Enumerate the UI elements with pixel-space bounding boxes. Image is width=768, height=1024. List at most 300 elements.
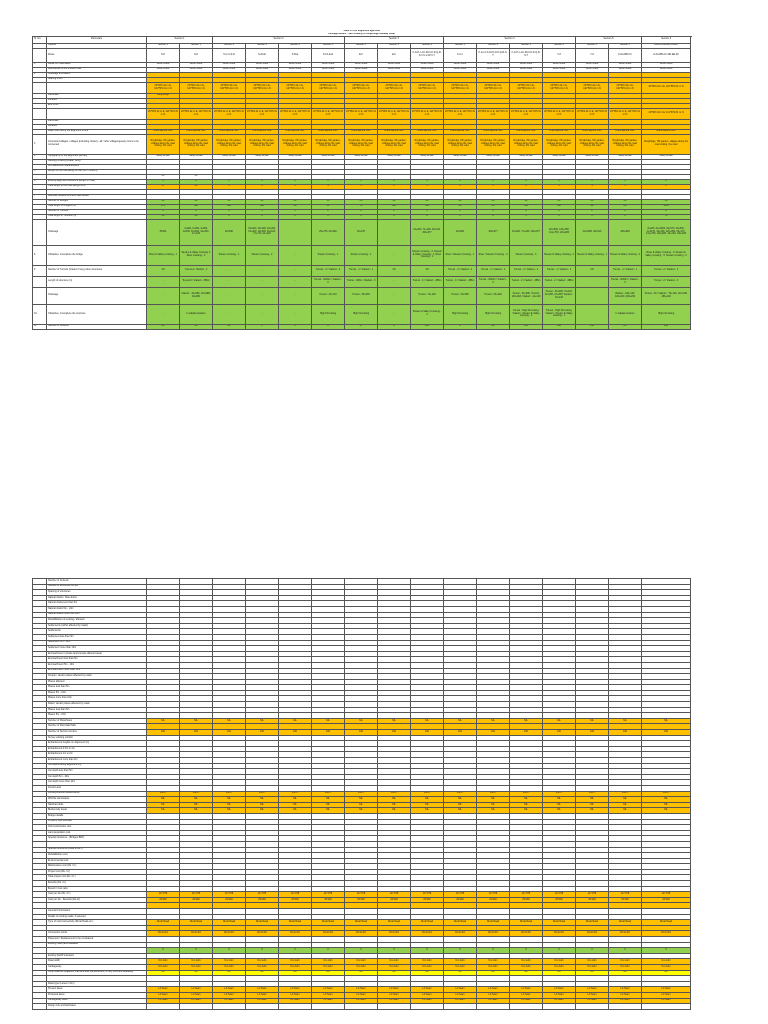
- table-cell: LA Team: [510, 987, 543, 993]
- table-cell: Tunnel - 2 / Viaduct - 2: [444, 265, 477, 276]
- table-cell: Green Field: [609, 62, 642, 67]
- table-cell: 100: [213, 730, 246, 736]
- table-cell: LA Team: [378, 998, 411, 1004]
- table-cell: 1: [246, 209, 279, 214]
- table-cell: NO: [444, 970, 477, 976]
- table-cell: 100: [477, 730, 510, 736]
- row-label: Places more than 10m: [47, 696, 147, 702]
- table-cell: 142 H: [345, 791, 378, 797]
- row-label: Encroachment / private land (temple affected area): [47, 651, 147, 657]
- row-label: Maintenance cost (Rs. Cr.): [47, 864, 147, 870]
- table-cell: 142 H: [477, 791, 510, 797]
- row-label: Present lanes: [47, 987, 147, 993]
- table-cell: Ringbridge, Hill garden, villages along the road cutting, the road: [279, 134, 312, 154]
- table-cell: Rd to Rd: [246, 931, 279, 937]
- table-cell: 0: [609, 214, 642, 219]
- table-cell: NO: [576, 970, 609, 976]
- table-cell: NO: [411, 970, 444, 976]
- table-cell: 20°58'0.42 m E, 110°58'0.41 m N: [279, 82, 312, 93]
- row-label: Existing NLRP indicated: [47, 953, 147, 959]
- table-cell: LA Team: [312, 987, 345, 993]
- table-cell: Z-AA-BB-CC: [609, 48, 642, 62]
- table-cell: LA Team: [279, 987, 312, 993]
- table-cell: 0: [642, 179, 691, 184]
- table-cell: Green Field: [642, 67, 691, 72]
- table-cell: Ringbridge, Hill garden, villages along the road cutting, the road: [609, 134, 642, 154]
- table-cell: 20+3000, 28+510: [576, 219, 609, 245]
- table-cell: Ringbridge, Hill garden, villages along the road cutting, the road: [642, 134, 691, 154]
- table-cell: [246, 1004, 279, 1010]
- row-number: 2: [33, 72, 47, 77]
- table-cell: LA Team: [444, 987, 477, 993]
- table-row: [33, 108, 691, 119]
- table-cell: NIL: [213, 797, 246, 803]
- row-label: Pavement / Replacement to be considered: [47, 937, 147, 943]
- table-cell: 310: [543, 204, 576, 209]
- table-cell: LA Team: [345, 992, 378, 998]
- row-label: Road / stream places affected by roads: [47, 702, 147, 708]
- table-cell: Green Field: [576, 67, 609, 72]
- table-cell: NIL: [180, 802, 213, 808]
- table-cell: 0: [444, 179, 477, 184]
- table-cell: LA Team: [543, 987, 576, 993]
- table-cell: 60: [411, 199, 444, 204]
- table-cell: -: [279, 287, 312, 304]
- row-number: [33, 287, 47, 304]
- table-cell: 142 H: [642, 791, 691, 797]
- table-cell: 142 H: [213, 791, 246, 797]
- row-label: Cut depths along alignment (m): [47, 763, 147, 769]
- table-cell: LA Team: [609, 992, 642, 998]
- row-label: Road type (Lanes in Km): [47, 981, 147, 987]
- table-cell: NIL: [378, 797, 411, 803]
- table-cell: 260: [543, 324, 576, 329]
- table-cell: 0: [609, 179, 642, 184]
- table-cell: Tunnel - High hill cutting; Viaduct - Stream & Valley crossing - 1: [543, 304, 576, 324]
- row-label: Rehabilitation of existing / affected: [47, 618, 147, 624]
- table-cell: Steep terrain: [147, 154, 180, 159]
- table-cell: 2: [180, 209, 213, 214]
- table-cell: NIL: [510, 802, 543, 808]
- table-cell: 0: [279, 179, 312, 184]
- row-label: Type of road connectivity (Rural Road etc.): [47, 920, 147, 926]
- table-row: [33, 219, 691, 245]
- table-cell: Section 6: [609, 43, 642, 48]
- table-cell: Green Field: [213, 62, 246, 67]
- table-cell: 117.878: [312, 892, 345, 898]
- table-cell: NO: [213, 970, 246, 976]
- row-label: Embankment 0.5m to 1m: [47, 746, 147, 752]
- table-cell: 29+370: [345, 219, 378, 245]
- table-cell: 0: [411, 948, 444, 954]
- table-cell: -: [378, 287, 411, 304]
- table-cell: Y-Z: [543, 48, 576, 62]
- table-row: [33, 82, 691, 93]
- table-cell: 9 to 12m: [510, 959, 543, 965]
- row-label: Major town along the alignment of line: [47, 129, 147, 134]
- table-cell: River / Stream Crossing - 3: [477, 245, 510, 265]
- table-cell: 117.878: [411, 892, 444, 898]
- table-cell: Stream & Valley crossing - 1: [576, 245, 609, 265]
- table-cell: 0: [543, 948, 576, 954]
- table-cell: -: [213, 304, 246, 324]
- table-cell: Rural Road: [642, 920, 691, 926]
- table-cell: LA Team: [477, 987, 510, 993]
- row-label: Benefit / Cost ratio: [47, 886, 147, 892]
- table-cell: Section 5: [510, 43, 543, 48]
- table-cell: High hill cutting: [345, 304, 378, 324]
- table-cell: NIL: [378, 802, 411, 808]
- table-cell: Section 3: [312, 43, 345, 48]
- table-cell: Viaduct - 120+120, 140+040, 200+200: [609, 287, 642, 304]
- table-cell: Green Field: [213, 67, 246, 72]
- table-cell: Rural Road: [213, 920, 246, 926]
- table-cell: Steep terrain: [180, 154, 213, 159]
- table-cell: Green Field: [543, 67, 576, 72]
- table-cell: 2: [378, 209, 411, 214]
- table-cell: Steep terrain: [213, 154, 246, 159]
- table-cell: NIL: [642, 808, 691, 814]
- row-label: Obstacles, incomplete the structure: [47, 304, 147, 324]
- row-label: Chainage: [47, 219, 147, 245]
- table-cell: -: [279, 245, 312, 265]
- table-cell: Tunnel - 2 / Viaduct - 3: [642, 276, 691, 287]
- table-cell: Tunnel-2 / Viaduct - 2: [180, 265, 213, 276]
- table-cell: 2: [609, 209, 642, 214]
- table-cell: 142 H: [246, 791, 279, 797]
- table-cell: Steep terrain: [411, 154, 444, 159]
- table-cell: 60: [312, 204, 345, 209]
- table-cell: Nil: [576, 265, 609, 276]
- table-cell: NIL: [576, 808, 609, 814]
- table-cell: Stream crossing - 1: [213, 245, 246, 265]
- table-row: [33, 324, 691, 329]
- table-cell: Green Field: [279, 62, 312, 67]
- table-cell: 300: [213, 204, 246, 209]
- table-cell: 20°58'0.42 m E, 110°58'0.41 m N: [312, 82, 345, 93]
- table-cell: F-G-H-I-J-K-M-N-O-P-Q-R-S-T-U-V-W-X-Y: [411, 48, 444, 62]
- table-cell: -: [246, 287, 279, 304]
- row-label: Number of Parachutes: [47, 718, 147, 724]
- row-label: Special structures (Road & BRT): [47, 847, 147, 853]
- table-cell: 9 to 12m: [576, 959, 609, 965]
- table-cell: Green Field: [147, 67, 180, 72]
- table-cell: Rd to Rd: [147, 931, 180, 937]
- table-cell: 2: [510, 209, 543, 214]
- row-label: Civil construction cost: [47, 825, 147, 831]
- row-label: Total length of the road (length Km): [47, 184, 147, 189]
- row-label: Number of Service Centres: [47, 730, 147, 736]
- table-cell: Brahmaputra river: [147, 129, 180, 134]
- row-label: Proposed lanes: [47, 992, 147, 998]
- table-cell: 2: [345, 209, 378, 214]
- table-cell: NIL: [147, 808, 180, 814]
- table-cell: NO: [279, 970, 312, 976]
- table-cell: 0: [213, 209, 246, 214]
- table-cell: 9 to 12m: [213, 964, 246, 970]
- row-label: Embankment heights on alignment (m): [47, 741, 147, 747]
- row-number: [33, 1004, 47, 1010]
- table-cell: 4: [213, 184, 246, 189]
- table-cell: NIL: [609, 802, 642, 808]
- row-number: 6: [33, 179, 47, 184]
- row-label: [47, 108, 147, 119]
- table-cell: 142 H: [411, 791, 444, 797]
- table-cell: Ringbridge, Hill garden, villages along the road cutting, the road: [147, 134, 180, 154]
- table-cell: Rural Road: [312, 920, 345, 926]
- table-cell: NO: [609, 970, 642, 976]
- row-label: Total project cost (Rs. Cr.): [47, 875, 147, 881]
- table-cell: 0: [180, 948, 213, 954]
- table-cell: LA Team: [642, 992, 691, 998]
- sheet-subtitle: Package details - Site Grading of Ringbridge Railway Road: [328, 33, 395, 36]
- row-label: Encroachment more than 10m: [47, 668, 147, 674]
- table-row: [33, 245, 691, 265]
- table-cell: 9 to 12m: [279, 959, 312, 965]
- table-cell: 4: [576, 184, 609, 189]
- table-cell: Section 3: [345, 43, 378, 48]
- table-cell: Green Field: [444, 67, 477, 72]
- table-cell: 23.902: [642, 897, 691, 903]
- table-cell: 20°58'0.42 m E, 111°53'0.31 m N: [444, 108, 477, 119]
- table-cell: 9 to 12m: [444, 964, 477, 970]
- table-cell: NIL: [411, 797, 444, 803]
- table-cell: 20°58'0.42 m E, 110°58'0.41 m N: [444, 82, 477, 93]
- row-label: Natural drains more than 10m: [47, 612, 147, 618]
- table-cell: Rd to Rd: [279, 931, 312, 937]
- table-cell: LA Team: [444, 992, 477, 998]
- table-cell: 142 H: [279, 791, 312, 797]
- table-cell: 0: [444, 948, 477, 954]
- table-cell: Rural Road: [378, 920, 411, 926]
- table-cell: 0: [279, 324, 312, 329]
- table-cell: Stream crossing - 2; Stream & Valley crossing - 1; River crossing - 1: [411, 245, 444, 265]
- table-cell: Tunnel - High hill cutting; Viaduct - Stream & Valley crossing - 1: [510, 304, 543, 324]
- table-cell: Rd to Rd: [642, 931, 691, 937]
- table-cell: NIL: [543, 718, 576, 724]
- table-cell: Stream crossing - 2: [246, 245, 279, 265]
- table-cell: River & Valley crossing - 1: [147, 245, 180, 265]
- table-cell: NIL: [642, 802, 691, 808]
- table-cell: 100: [147, 730, 180, 736]
- table-cell: NIL: [180, 718, 213, 724]
- table-cell: 60: [345, 199, 378, 204]
- table-cell: [345, 1004, 378, 1010]
- table-cell: 0: [543, 214, 576, 219]
- table-cell: Tunnel - 72+120: [411, 287, 444, 304]
- table-cell: 23.902: [510, 897, 543, 903]
- row-label: Number of Parochial Halls: [47, 724, 147, 730]
- table-cell: LA Team: [213, 992, 246, 998]
- row-number: 5: [33, 169, 47, 174]
- table-cell: -: [246, 265, 279, 276]
- row-number: 7: [33, 194, 47, 199]
- table-cell: 117.878: [642, 892, 691, 898]
- table-cell: In saltaks location: [180, 304, 213, 324]
- table-cell: 1: [477, 209, 510, 214]
- col-header-particulars: Particulars: [47, 37, 147, 44]
- table-cell: 9 to 12m: [180, 964, 213, 970]
- table-cell: NO: [147, 970, 180, 976]
- table-cell: 20°58'0.42 m E, 110°58'0.41 m N: [543, 82, 576, 93]
- table-cell: 3+020, 3+090, 3+200, 0+800, 10+600, 12+000, 17+120: [180, 219, 213, 245]
- row-label: Cost per km (Rs. Cr.): [47, 892, 147, 898]
- table-cell: Ringbridge: [147, 93, 180, 98]
- table-cell: LA Team: [312, 992, 345, 998]
- table-cell: 0: [477, 948, 510, 954]
- table-cell: [642, 1004, 691, 1010]
- table-cell: LA Team: [411, 992, 444, 998]
- table-cell: LA Team: [180, 987, 213, 993]
- table-cell: River / Stream Crossing - 1: [444, 245, 477, 265]
- table-cell: 23.902: [609, 897, 642, 903]
- row-label: Route: [47, 48, 147, 62]
- table-cell: NIL: [312, 802, 345, 808]
- row-label: [47, 82, 147, 93]
- row-label: Biodiversity areas: [47, 808, 147, 814]
- table-cell: LA Team: [279, 998, 312, 1004]
- table-cell: 4: [312, 184, 345, 189]
- table-cell: [477, 1004, 510, 1010]
- table-cell: NIL: [312, 808, 345, 814]
- table-cell: Section 5: [543, 43, 576, 48]
- table-cell: 100: [444, 730, 477, 736]
- table-cell: 0: [543, 209, 576, 214]
- table-cell: Green Field: [279, 67, 312, 72]
- table-cell: 117.878: [378, 892, 411, 898]
- table-cell: Ringbridge, Hill garden, villages along the road cutting, the road: [411, 134, 444, 154]
- table-cell: NO: [642, 970, 691, 976]
- table-cell: 9 to 12m: [312, 964, 345, 970]
- table-cell: Tunnel - 180m / Viaduct - 0: [345, 276, 378, 287]
- table-cell: 0: [411, 214, 444, 219]
- table-cell: 142 H: [312, 791, 345, 797]
- table-cell: Rd to Rd: [378, 931, 411, 937]
- table-cell: NIL: [147, 718, 180, 724]
- table-cell: Tunnel - 1 / Viaduct - 1: [477, 265, 510, 276]
- table-cell: 30: [213, 199, 246, 204]
- table-cell: 0: [246, 179, 279, 184]
- table-cell: 4: [444, 324, 477, 329]
- table-cell: Rural Road: [609, 920, 642, 926]
- table-cell: Steep terrain: [378, 154, 411, 159]
- table-cell: 20: [444, 199, 477, 204]
- table-cell: Steep terrain: [543, 154, 576, 159]
- table-cell: Green Field: [477, 62, 510, 67]
- table-cell: LA Team: [246, 987, 279, 993]
- table-cell: Steep terrain: [312, 154, 345, 159]
- table-cell: [378, 1004, 411, 1010]
- table-cell: 20°58'0.42 m E, 111°53'0.31 m N: [543, 108, 576, 119]
- table-cell: 20°58'0.42 m E, 110°58'0.41 m N: [246, 82, 279, 93]
- table-cell: 20+530: [213, 219, 246, 245]
- table-cell: 0: [312, 179, 345, 184]
- table-cell: 23.902: [246, 897, 279, 903]
- table-cell: High hill cutting: [477, 304, 510, 324]
- table-row: [33, 276, 691, 287]
- table-cell: Green Field: [543, 62, 576, 67]
- table-cell: NIL: [510, 718, 543, 724]
- row-label: Existing road parts available: [47, 942, 147, 948]
- table-cell: NO: [312, 970, 345, 976]
- table-cell: Green Field: [378, 62, 411, 67]
- table-cell: 9 to 12m: [345, 959, 378, 965]
- table-cell: 9 to 12m: [312, 959, 345, 965]
- table-cell: 20°58'0.42 m E, 110°58'0.41 m N: [411, 82, 444, 93]
- table-cell: NIL: [378, 808, 411, 814]
- table-cell: Steep terrain: [444, 154, 477, 159]
- table-cell: 20°58'0.42 m E, 111°53'0.31 m N: [642, 108, 691, 119]
- row-label: Natural drains less than 5m: [47, 601, 147, 607]
- table-cell: 111: [576, 324, 609, 329]
- row-label: Places less than 5m: [47, 707, 147, 713]
- table-cell: [576, 1004, 609, 1010]
- table-cell: 260: [642, 324, 691, 329]
- table-cell: 00: [576, 204, 609, 209]
- row-label: Number of structures on line: [47, 584, 147, 590]
- table-cell: Tunnel - 2040m / Viaduct - 0: [609, 276, 642, 287]
- table-cell: S-B-E: [279, 48, 312, 62]
- table-cell: Brahmaputra river: [378, 129, 411, 134]
- table-cell: 10+200, 71+200, 29+012, 150+977: [411, 219, 444, 245]
- table-cell: 20°58'0.42 m E, 111°53'0.31 m N: [576, 108, 609, 119]
- table-cell: 117.878: [609, 892, 642, 898]
- col-header-section: Section 3: [345, 37, 444, 44]
- sheet-title: Table 3-6 for alignment approval: [343, 30, 380, 33]
- table-cell: 20°58'0.42 m E, 110°58'0.41 m N: [345, 82, 378, 93]
- table-cell: NIL: [642, 718, 691, 724]
- table-cell: 9 to 12m: [543, 964, 576, 970]
- table-cell: 142 H: [444, 791, 477, 797]
- table-cell: 74: [642, 214, 691, 219]
- table-cell: 4: [246, 184, 279, 189]
- table-cell: 20°58'0.42 m E, 110°58'0.41 m N: [576, 82, 609, 93]
- table-cell: 117.878: [444, 892, 477, 898]
- table-cell: Nil: [378, 265, 411, 276]
- row-label: Existing alignment existence (length of road): [47, 179, 147, 184]
- table-cell: 100: [312, 730, 345, 736]
- table-cell: F-G-H-I-J-K-M-N-O-P-Q-R-S-T: [510, 48, 543, 62]
- table-cell: 20°58'0.42 m E, 110°58'0.41 m N: [147, 82, 180, 93]
- table-cell: NIL: [510, 808, 543, 814]
- table-cell: Green Field: [345, 67, 378, 72]
- row-label: Places affected: [47, 679, 147, 685]
- table-cell: 0: [543, 179, 576, 184]
- table-cell: 9 to 12m: [609, 964, 642, 970]
- table-cell: Steep terrain: [279, 154, 312, 159]
- row-number: [33, 219, 47, 245]
- table-cell: Green Field: [147, 62, 180, 67]
- row-label: Number of Culverts: [47, 579, 147, 585]
- table-cell: Green Field: [576, 62, 609, 67]
- row-label: Forest/protected area/reserve: [47, 791, 147, 797]
- table-cell: 0: [213, 214, 246, 219]
- table-cell: 0: [312, 948, 345, 954]
- row-label: Settlement more than 10m: [47, 646, 147, 652]
- table-row: [33, 48, 691, 62]
- table-cell: LA Team: [345, 987, 378, 993]
- table-cell: NIL: [312, 797, 345, 803]
- table-cell: 20°58'0.42 m E, 111°53'0.31 m N: [510, 108, 543, 119]
- table-cell: F-G-I: [444, 48, 477, 62]
- row-label: Chainage & Location: [47, 72, 147, 77]
- table-cell: 9 to 12m: [279, 964, 312, 970]
- table-cell: 26: [180, 199, 213, 204]
- table-cell: LA Team: [510, 998, 543, 1004]
- table-row: [33, 304, 691, 324]
- table-cell: 100: [378, 730, 411, 736]
- row-label: Cost per km - Benefits (Rs.Cr): [47, 897, 147, 903]
